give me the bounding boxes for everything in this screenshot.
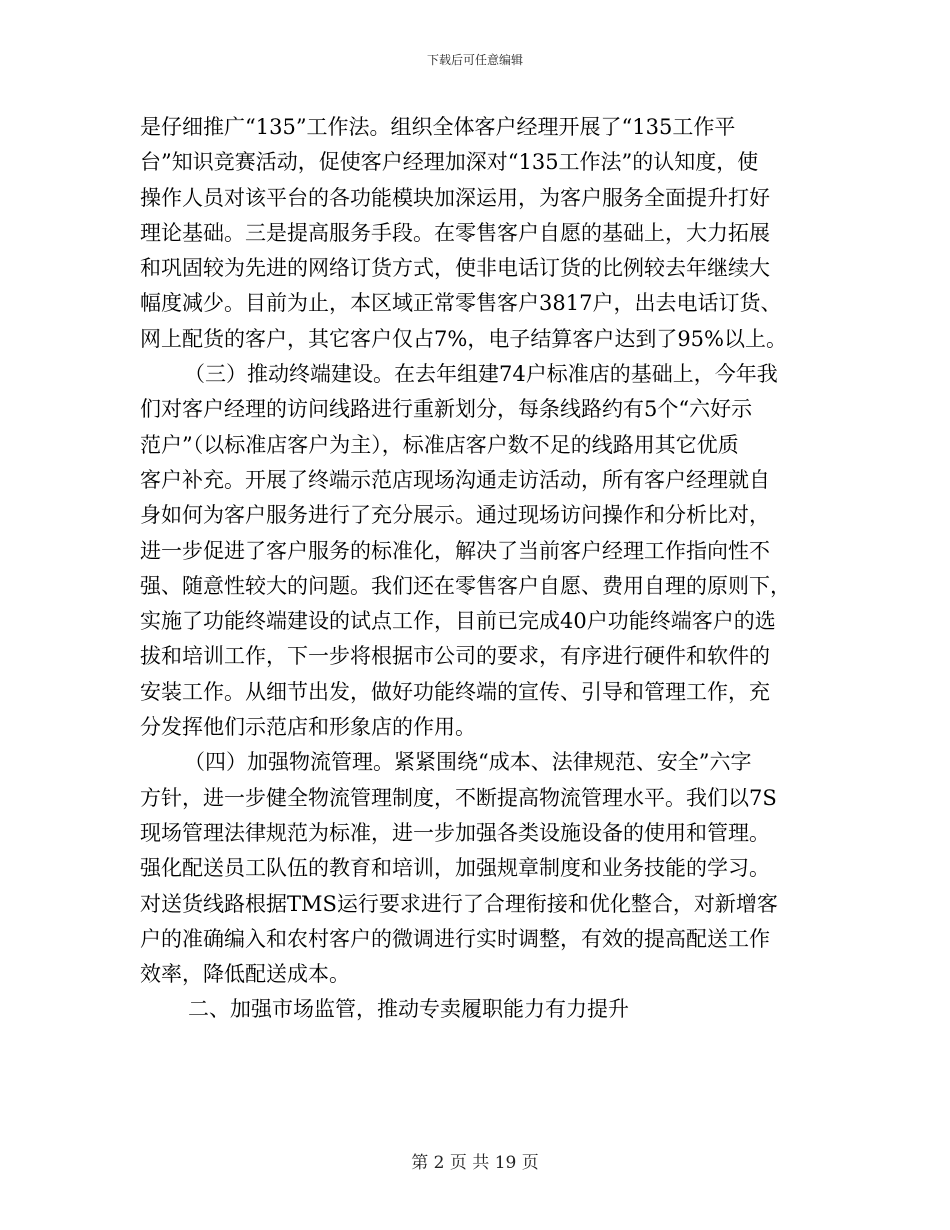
text-line: 方针，进一步健全物流管理制度，不断提高物流管理水平。我们以7S (140, 785, 777, 810)
text-line: 进一步促进了客户服务的标准化，解决了当前客户经理工作指向性不 (140, 538, 770, 563)
text-line: 现场管理法律规范为标准，进一步加强各类设施设备的使用和管理。 (140, 820, 770, 845)
document-body (140, 110, 820, 1028)
page-number: 第 2 页 共 19 页 (411, 1153, 539, 1173)
text-line: 拔和培训工作，下一步将根据市公司的要求，有序进行硬件和软件的 (140, 644, 770, 669)
text-line: 强、随意性较大的问题。我们还在零售客户自愿、费用自理的原则下， (140, 573, 791, 598)
text-line: 客户补充。开展了终端示范店现场沟通走访活动，所有客户经理就自 (140, 467, 770, 492)
text-line: 强化配送员工队伍的教育和培训，加强规章制度和业务技能的学习。 (140, 856, 770, 881)
text-line: 效率，降低配送成本。 (140, 962, 350, 987)
text-line: 是仔细推广“135”工作法。组织全体客户经理开展了“135工作平 (140, 115, 736, 139)
text-line: 台”知识竞赛活动，促使客户经理加深对“135工作法”的认知度，使 (140, 150, 759, 175)
text-line: 实施了功能终端建设的试点工作，目前已完成40户功能终端客户的选 (140, 609, 776, 634)
text-line: 幅度减少。目前为止，本区域正常零售客户3817户，出去电话订货、 (140, 291, 782, 316)
text-line: 和巩固较为先进的网络订货方式，使非电话订货的比例较去年继续大 (140, 256, 770, 281)
text-line: 操作人员对该平台的各功能模块加深运用，为客户服务全面提升打好 (140, 185, 770, 210)
text-line: 网上配货的客户，其它客户仅占7%，电子结算客户达到了95%以上。 (140, 326, 787, 351)
text-line: 理论基础。三是提高服务手段。在零售客户自愿的基础上，大力拓展 (140, 220, 770, 245)
text-line: 们对客户经理的访问线路进行重新划分，每条线路约有5个“六好示 (140, 397, 753, 422)
text-line: 身如何为客户服务进行了充分展示。通过现场访问操作和分析比对， (140, 503, 770, 528)
paragraph-start-line: （三）推动终端建设。在去年组建74户标准店的基础上，今年我 (184, 362, 778, 387)
text-line: 范户”（以标准店客户为主），标准店客户数不足的线路用其它优质 (140, 432, 739, 457)
text-line: 分发挥他们示范店和形象店的作用。 (140, 715, 476, 740)
text-line: 对送货线路根据TMS运行要求进行了合理衔接和优化整合，对新增客 (140, 891, 778, 916)
text-line: 安装工作。从细节出发，做好功能终端的宣传、引导和管理工作，充 (140, 679, 770, 704)
page-header: 下载后可任意编辑 (426, 53, 523, 67)
text-line: 户的准确编入和农村客户的微调进行实时调整，有效的提高配送工作 (140, 926, 770, 951)
section-heading: 二、加强市场监管，推动专卖履职能力有力提升 (188, 997, 629, 1022)
paragraph-start-line: （四）加强物流管理。紧紧围绕“成本、法律规范、安全”六字 (184, 750, 752, 775)
